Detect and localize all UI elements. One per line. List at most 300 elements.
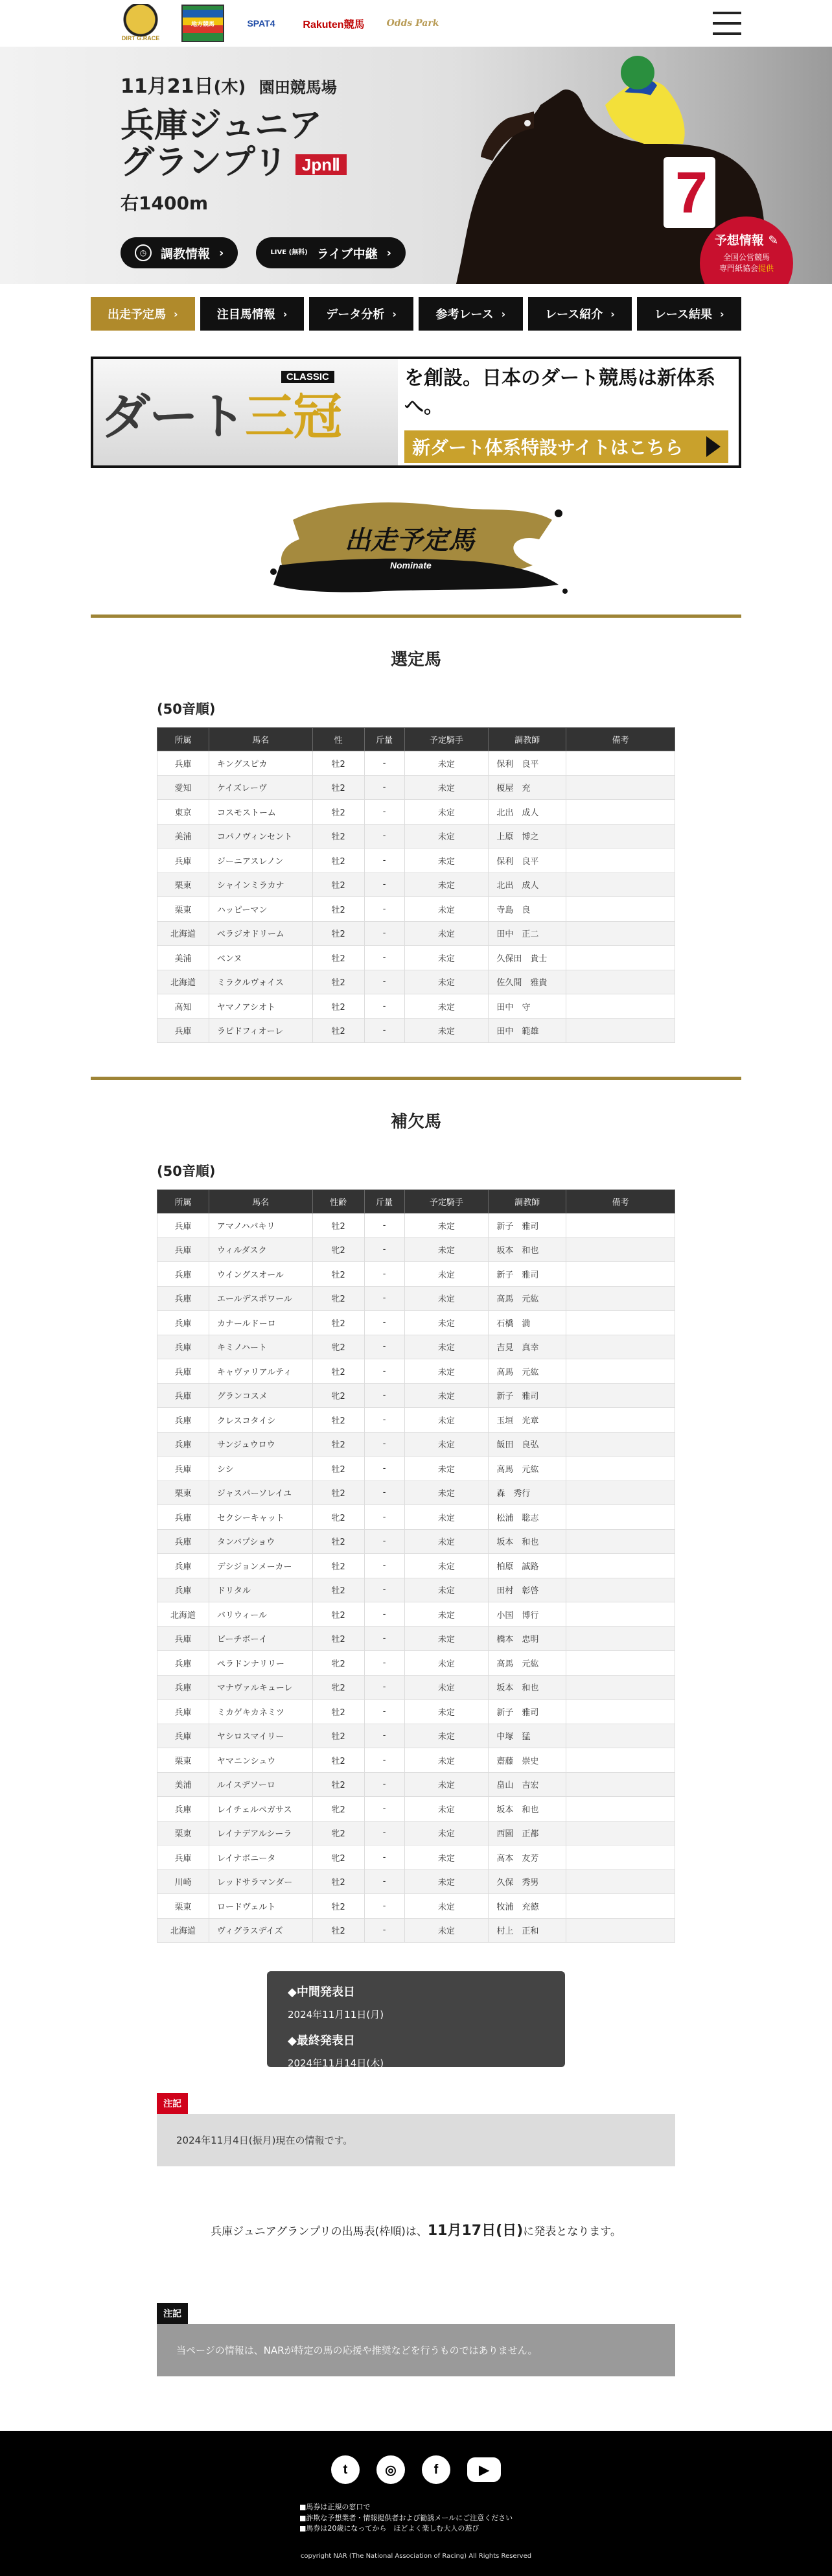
table-cell: 未定	[404, 1262, 489, 1287]
table-cell: アマノハバキリ	[209, 1213, 312, 1238]
table-row	[157, 946, 675, 970]
table-cell: キングスピカ	[209, 751, 312, 776]
spat4-logo[interactable]: SPAT4	[247, 18, 275, 29]
table-cell	[566, 897, 675, 922]
table-row	[157, 1213, 675, 1238]
table-row	[157, 1481, 675, 1505]
table-cell: 未定	[404, 1286, 489, 1311]
table-cell: 牡2	[312, 1894, 364, 1919]
table-cell: -	[364, 1335, 404, 1359]
table-cell: 牡2	[312, 1529, 364, 1554]
table-row	[157, 1821, 675, 1845]
table-cell	[566, 946, 675, 970]
table-cell: 未定	[404, 1213, 489, 1238]
table-row	[157, 751, 675, 776]
table-cell: 高本 友芳	[489, 1845, 566, 1870]
table-cell: 牝2	[312, 1821, 364, 1845]
table-cell: 栗東	[157, 897, 209, 922]
table-cell: 兵庫	[157, 1335, 209, 1359]
table-row	[157, 1529, 675, 1554]
table-cell	[566, 824, 675, 849]
table-header-row: 所属 馬名 性齢 斤量 予定騎手 調教師 備考	[157, 1190, 675, 1213]
order-note: (50音順)	[157, 1164, 216, 1179]
table-cell: 牡2	[312, 1700, 364, 1724]
table-cell: ジャスパーソレイユ	[209, 1481, 312, 1505]
table-cell: コスモストーム	[209, 800, 312, 825]
table-cell: 未定	[404, 1408, 489, 1433]
table-cell	[566, 1651, 675, 1676]
table-cell: 牡2	[312, 970, 364, 994]
table-cell: 栗東	[157, 1748, 209, 1773]
stopwatch-icon: ◷	[135, 244, 152, 261]
site-footer	[0, 2431, 832, 2576]
table-cell: ケイズレーヴ	[209, 775, 312, 800]
table-row	[157, 970, 675, 994]
table-cell	[566, 849, 675, 873]
table-cell: 兵庫	[157, 1700, 209, 1724]
table-cell: 兵庫	[157, 1724, 209, 1748]
table-cell: 兵庫	[157, 1554, 209, 1578]
table-cell: 兵庫	[157, 1311, 209, 1335]
table-cell: ヤマニンシュウ	[209, 1748, 312, 1773]
table-cell: -	[364, 1578, 404, 1602]
table-cell	[566, 1505, 675, 1530]
table-cell: 栗東	[157, 1481, 209, 1505]
table-cell: 未定	[404, 1457, 489, 1481]
table-cell: -	[364, 1481, 404, 1505]
table-cell: 牝2	[312, 1237, 364, 1262]
table-cell: 牝2	[312, 1505, 364, 1530]
table-cell: 栗東	[157, 872, 209, 897]
table-cell: 兵庫	[157, 1408, 209, 1433]
table-cell: 未定	[404, 970, 489, 994]
table-cell	[566, 1869, 675, 1894]
table-cell: 牡2	[312, 1748, 364, 1773]
table-cell: -	[364, 1772, 404, 1797]
table-cell: 牡2	[312, 921, 364, 946]
table-row	[157, 1018, 675, 1043]
table-cell	[566, 872, 675, 897]
table-cell: 牡2	[312, 1408, 364, 1433]
table-cell: 石橋 満	[489, 1311, 566, 1335]
table-cell: 牡2	[312, 897, 364, 922]
chevron-right-icon: ›	[610, 307, 615, 320]
table-cell: 牡2	[312, 1626, 364, 1651]
table-cell: -	[364, 1383, 404, 1408]
table-cell: 保利 良平	[489, 751, 566, 776]
race-course: 右1400m	[121, 193, 209, 215]
banner-copy: を創設。日本のダート競馬は新体系へ。	[404, 367, 715, 418]
table-cell: 栗東	[157, 1894, 209, 1919]
table-cell: 未定	[404, 1602, 489, 1627]
table-cell: 牡2	[312, 849, 364, 873]
table-cell	[566, 1481, 675, 1505]
table-cell: 兵庫	[157, 1505, 209, 1530]
table-cell: 愛知	[157, 775, 209, 800]
table-cell: 兵庫	[157, 1018, 209, 1043]
table-cell: 北出 成人	[489, 872, 566, 897]
table-cell: 牝2	[312, 1651, 364, 1676]
dirt-triple-crown-banner[interactable]	[91, 357, 741, 468]
announcement-dates: ◆中間発表日 2024年11月11日(月) ◆最終発表日 2024年11月14日(木)	[267, 1971, 565, 2067]
table-cell: 兵庫	[157, 849, 209, 873]
divider	[91, 615, 741, 618]
table-cell: 坂本 和也	[489, 1529, 566, 1554]
table-cell	[566, 1602, 675, 1627]
table-cell	[566, 1845, 675, 1870]
table-cell: 兵庫	[157, 1213, 209, 1238]
note-text: 当ページの情報は、NARが特定の馬の応援や推奨などを行うものではありません。	[157, 2324, 675, 2376]
table-cell: 未定	[404, 1554, 489, 1578]
table-cell: エールデスポワール	[209, 1286, 312, 1311]
chiho-keiba-logo[interactable]: 地方競馬	[181, 5, 224, 42]
table-cell: 未定	[404, 1918, 489, 1943]
race-title: 兵庫ジュニア グランプリ JpnⅡ	[121, 108, 347, 181]
table-cell: -	[364, 1018, 404, 1043]
table-cell	[566, 800, 675, 825]
table-row	[157, 1408, 675, 1433]
table-cell: ヤマノアシオト	[209, 994, 312, 1019]
table-cell: -	[364, 1311, 404, 1335]
table-row	[157, 1918, 675, 1943]
table-cell: -	[364, 775, 404, 800]
table-row	[157, 1432, 675, 1457]
table-cell: グランコスメ	[209, 1383, 312, 1408]
table-row	[157, 1505, 675, 1530]
table-cell: -	[364, 872, 404, 897]
table-cell: -	[364, 1213, 404, 1238]
table-cell: 橋本 忠明	[489, 1626, 566, 1651]
reserve-heading: 補欠馬	[390, 1112, 441, 1132]
chevron-right-icon: ›	[501, 307, 506, 320]
table-cell: -	[364, 1675, 404, 1700]
table-cell: 小国 博行	[489, 1602, 566, 1627]
race-info	[121, 70, 347, 215]
table-cell: 牡2	[312, 872, 364, 897]
table-cell	[566, 1797, 675, 1821]
table-row	[157, 1869, 675, 1894]
table-cell: サンジュウロウ	[209, 1432, 312, 1457]
table-cell: 兵庫	[157, 1432, 209, 1457]
grade-badge: JpnⅡ	[295, 154, 347, 176]
table-cell: -	[364, 1432, 404, 1457]
table-cell	[566, 1457, 675, 1481]
table-cell	[566, 1918, 675, 1943]
table-cell: 坂本 和也	[489, 1797, 566, 1821]
table-cell: -	[364, 1237, 404, 1262]
table-cell: 牡2	[312, 800, 364, 825]
tab-nominate[interactable]: 出走予定馬 ›	[91, 297, 195, 331]
table-cell: レイナデアルシーラ	[209, 1821, 312, 1845]
table-cell: -	[364, 1894, 404, 1919]
table-cell: 牧浦 充徳	[489, 1894, 566, 1919]
table-cell: 久保田 貴士	[489, 946, 566, 970]
table-cell	[566, 775, 675, 800]
table-cell	[566, 1529, 675, 1554]
table-cell: 未定	[404, 1845, 489, 1870]
table-cell: 牝2	[312, 1797, 364, 1821]
table-cell: 未定	[404, 994, 489, 1019]
banner-link[interactable]: 新ダート体系特設サイトはこちら	[404, 430, 728, 463]
table-row	[157, 897, 675, 922]
table-cell: 兵庫	[157, 1383, 209, 1408]
table-row	[157, 1602, 675, 1627]
table-row	[157, 1724, 675, 1748]
table-cell: 栗東	[157, 1821, 209, 1845]
table-cell: -	[364, 1529, 404, 1554]
table-cell: 美浦	[157, 824, 209, 849]
table-cell: 兵庫	[157, 1262, 209, 1287]
table-cell: 上原 博之	[489, 824, 566, 849]
live-icon: LIVE (無料)	[270, 249, 308, 256]
table-cell: 牝2	[312, 1675, 364, 1700]
table-cell: 牡2	[312, 1457, 364, 1481]
table-cell: -	[364, 824, 404, 849]
table-cell	[566, 1700, 675, 1724]
table-cell: 未定	[404, 1359, 489, 1384]
table-cell	[566, 1554, 675, 1578]
table-row	[157, 1237, 675, 1262]
tab-data-analysis[interactable]: データ分析 ›	[309, 297, 413, 331]
table-cell: 美浦	[157, 946, 209, 970]
prediction-info-button[interactable]: 予想情報 ✎ 全国公営競馬 専門紙協会提供	[700, 217, 793, 284]
table-cell: キミノハート	[209, 1335, 312, 1359]
race-venue: 園田競馬場	[259, 78, 337, 97]
table-cell: 兵庫	[157, 1797, 209, 1821]
table-cell: 未定	[404, 1821, 489, 1845]
table-cell: 未定	[404, 1529, 489, 1554]
table-cell: 兵庫	[157, 1578, 209, 1602]
table-cell: 牡2	[312, 824, 364, 849]
table-cell: 森 秀行	[489, 1481, 566, 1505]
table-cell: 未定	[404, 1432, 489, 1457]
table-cell: 北海道	[157, 921, 209, 946]
note-tag: 注記	[157, 2093, 188, 2114]
table-cell: -	[364, 946, 404, 970]
table-cell: -	[364, 1651, 404, 1676]
table-row	[157, 1457, 675, 1481]
table-cell: シシ	[209, 1457, 312, 1481]
table-cell: 未定	[404, 897, 489, 922]
table-cell: 兵庫	[157, 1626, 209, 1651]
table-cell: ロードヴェルト	[209, 1894, 312, 1919]
table-cell: タンバプショウ	[209, 1529, 312, 1554]
table-cell: 未定	[404, 849, 489, 873]
table-cell: 兵庫	[157, 1675, 209, 1700]
table-cell: -	[364, 1869, 404, 1894]
table-cell: -	[364, 1262, 404, 1287]
table-cell	[566, 1018, 675, 1043]
table-cell: 牡2	[312, 1772, 364, 1797]
table-cell: 牡2	[312, 1481, 364, 1505]
table-row	[157, 1383, 675, 1408]
table-cell: 未定	[404, 800, 489, 825]
note-text: 2024年11月4日(振月)現在の情報です。	[157, 2114, 675, 2166]
table-row	[157, 800, 675, 825]
table-cell: -	[364, 849, 404, 873]
table-cell: 寺島 良	[489, 897, 566, 922]
twitter-icon[interactable]: t	[331, 2455, 360, 2484]
table-cell: -	[364, 751, 404, 776]
table-cell	[566, 1894, 675, 1919]
table-cell: -	[364, 897, 404, 922]
table-cell: 未定	[404, 1748, 489, 1773]
table-cell: デシジョンメーカー	[209, 1554, 312, 1578]
table-cell: 未定	[404, 1578, 489, 1602]
race-date: 11月21日(木) 園田競馬場	[121, 75, 337, 98]
tab-race-results[interactable]: レース結果 ›	[637, 297, 741, 331]
entry-announcement: 兵庫ジュニアグランプリの出馬表(枠順)は、11月17日(日)に発表となります。	[211, 2223, 621, 2239]
tab-race-intro[interactable]: レース紹介 ›	[528, 297, 632, 331]
race-hero	[0, 47, 832, 284]
table-cell: 未定	[404, 1651, 489, 1676]
rakuten-keiba-logo[interactable]: Rakuten競馬	[303, 19, 365, 30]
table-cell: ベンヌ	[209, 946, 312, 970]
table-cell: 新子 雅司	[489, 1700, 566, 1724]
table-cell: -	[364, 1408, 404, 1433]
table-cell: ベラジオドリーム	[209, 921, 312, 946]
table-cell: ヴィグラスデイズ	[209, 1918, 312, 1943]
footer-notes: ■馬券は正規の窓口で ■詐欺な予想業者・情報提供者および勧誘メールにご注意ください ■馬券は20歳になってから ほどよく楽しむ大人の遊び	[299, 2503, 513, 2533]
table-cell: 榎屋 充	[489, 775, 566, 800]
menu-icon[interactable]	[713, 12, 741, 35]
table-cell: 北海道	[157, 1918, 209, 1943]
table-cell: -	[364, 1554, 404, 1578]
partner-logos	[114, 4, 442, 43]
table-cell: ルイスデソーロ	[209, 1772, 312, 1797]
site-header	[0, 0, 832, 47]
table-cell: 未定	[404, 751, 489, 776]
social-links	[0, 2431, 832, 2484]
table-cell: 兵庫	[157, 1457, 209, 1481]
table-cell: 兵庫	[157, 1529, 209, 1554]
table-cell: -	[364, 1505, 404, 1530]
table-cell: 牡2	[312, 1262, 364, 1287]
reserve-table	[157, 1189, 675, 1943]
table-cell: ビーチボーイ	[209, 1626, 312, 1651]
table-row	[157, 1262, 675, 1287]
dirt-grace-logo[interactable]: DIRT G.RACE	[114, 4, 167, 43]
chevron-right-icon: ›	[283, 307, 288, 320]
table-cell: ドリタル	[209, 1578, 312, 1602]
table-cell	[566, 921, 675, 946]
table-cell: 兵庫	[157, 1845, 209, 1870]
table-cell: 未定	[404, 1237, 489, 1262]
table-cell: 吉見 真幸	[489, 1335, 566, 1359]
table-cell	[566, 1359, 675, 1384]
table-cell: 牝2	[312, 1286, 364, 1311]
table-cell: 中塚 猛	[489, 1724, 566, 1748]
table-cell: 未定	[404, 921, 489, 946]
table-cell	[566, 1213, 675, 1238]
table-cell: 未定	[404, 946, 489, 970]
table-cell: 牡2	[312, 1578, 364, 1602]
table-cell: 未定	[404, 1018, 489, 1043]
table-row	[157, 1700, 675, 1724]
table-cell: ヤシロスマイリー	[209, 1724, 312, 1748]
table-cell: 畠山 吉宏	[489, 1772, 566, 1797]
table-cell: 保利 良平	[489, 849, 566, 873]
table-cell: 高知	[157, 994, 209, 1019]
table-cell: 未定	[404, 1626, 489, 1651]
oddspark-logo[interactable]: Odds Park	[386, 18, 439, 29]
table-cell: 未定	[404, 1797, 489, 1821]
table-cell: 未定	[404, 1675, 489, 1700]
table-cell: 新子 雅司	[489, 1383, 566, 1408]
table-cell: 高馬 元紘	[489, 1286, 566, 1311]
table-cell: 牡2	[312, 1311, 364, 1335]
table-row	[157, 1335, 675, 1359]
tab-reference-races[interactable]: 参考レース ›	[419, 297, 523, 331]
table-cell: 牡2	[312, 1213, 364, 1238]
table-cell: -	[364, 800, 404, 825]
table-cell: 美浦	[157, 1772, 209, 1797]
table-cell: 田村 彰啓	[489, 1578, 566, 1602]
table-row	[157, 921, 675, 946]
info-note	[157, 2093, 675, 2166]
youtube-icon[interactable]: ▶	[467, 2457, 501, 2482]
table-row	[157, 872, 675, 897]
table-cell: レイナボニータ	[209, 1845, 312, 1870]
table-cell: 未定	[404, 1481, 489, 1505]
table-row	[157, 775, 675, 800]
chevron-right-icon: ›	[174, 307, 178, 320]
dirt-triple-crown-logo: CLASSIC ダート三冠	[93, 359, 398, 465]
table-cell: -	[364, 1602, 404, 1627]
table-cell: ミカゲキカネミツ	[209, 1700, 312, 1724]
table-cell: 田中 範雄	[489, 1018, 566, 1043]
divider	[91, 1077, 741, 1080]
facebook-icon[interactable]: f	[422, 2455, 450, 2484]
table-cell: 牡2	[312, 994, 364, 1019]
table-cell: 未定	[404, 1869, 489, 1894]
table-cell: マナヴァルキューレ	[209, 1675, 312, 1700]
note-tag: 注記	[157, 2303, 188, 2324]
table-cell: 牡2	[312, 1918, 364, 1943]
chevron-right-icon: ›	[392, 307, 397, 320]
table-cell: 久保 秀男	[489, 1869, 566, 1894]
table-row	[157, 1894, 675, 1919]
table-cell: -	[364, 1457, 404, 1481]
live-stream-button[interactable]: LIVE (無料) ライブ中継 ›	[256, 237, 406, 268]
table-cell	[566, 1311, 675, 1335]
instagram-icon[interactable]: ◎	[376, 2455, 405, 2484]
table-cell: 牡2	[312, 1018, 364, 1043]
table-cell: -	[364, 1821, 404, 1845]
table-cell: 村上 正和	[489, 1918, 566, 1943]
table-cell: 牡2	[312, 1359, 364, 1384]
table-cell	[566, 1748, 675, 1773]
tab-featured-horses[interactable]: 注目馬情報 ›	[200, 297, 305, 331]
table-cell: 未定	[404, 1700, 489, 1724]
table-cell: -	[364, 970, 404, 994]
training-info-button[interactable]: ◷ 調教情報 ›	[121, 237, 238, 268]
table-cell: バリウィール	[209, 1602, 312, 1627]
table-cell: 兵庫	[157, 751, 209, 776]
table-cell: ジーニアスレノン	[209, 849, 312, 873]
table-cell: 坂本 和也	[489, 1237, 566, 1262]
table-cell: -	[364, 1359, 404, 1384]
table-cell	[566, 1626, 675, 1651]
table-cell: ハッピーマン	[209, 897, 312, 922]
table-cell	[566, 994, 675, 1019]
table-cell: 未定	[404, 1724, 489, 1748]
table-cell: ペラドンナリリー	[209, 1651, 312, 1676]
table-cell	[566, 1432, 675, 1457]
table-cell: 未定	[404, 775, 489, 800]
selected-table	[157, 727, 675, 1043]
table-cell: 牝2	[312, 1845, 364, 1870]
